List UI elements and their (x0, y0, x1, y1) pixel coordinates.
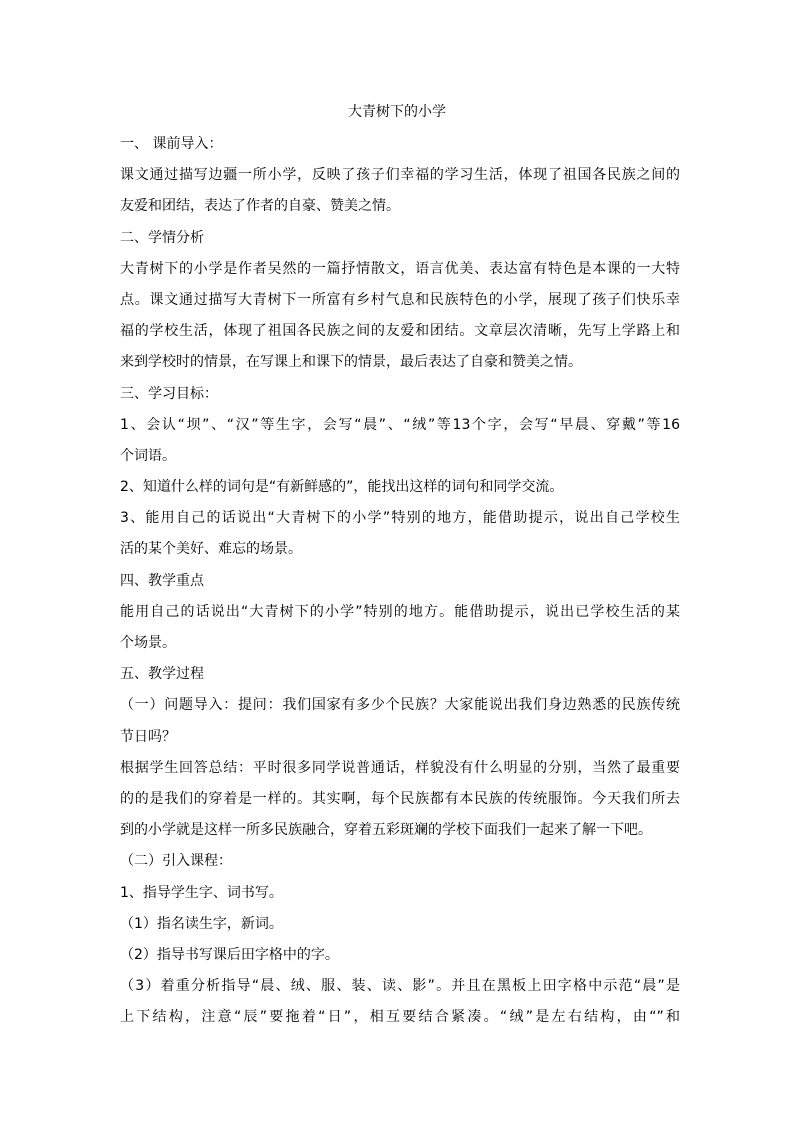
text-line: （二）引入课程： (120, 853, 232, 870)
document-title: 大青树下的小学 (348, 104, 446, 120)
text-line: 个场景。 (120, 635, 176, 651)
text-line: 1、指导学生字、词书写。 (120, 884, 283, 901)
text-line: 二、学情分析 (120, 229, 204, 246)
text-line: （一）问题导入：提问：我们国家有多少个民族？大家能说出我们身边熟悉的民族传统 (120, 697, 680, 714)
text-line: （1）指名读生字，新词。 (120, 915, 283, 932)
text-line: 能用自己的话说出“大青树下的小学”特别的地方。能借助提示，说出已学校生活的某 (120, 603, 680, 620)
text-line: 五、教学过程 (120, 666, 204, 683)
text-line: 的的是我们的穿着是一样的。其实啊，每个民族都有本民族的传统服饰。今天我们所去 (120, 790, 680, 807)
text-line: 1、会认“坝”、“汉”等生字，会写“晨”、“绒”等13个字，会写“早晨、穿戴”等16 (120, 416, 680, 433)
text-line: 个词语。 (120, 447, 176, 464)
document-body (120, 129, 680, 1033)
text-line: 3、能用自己的话说出“大青树下的小学”特别的地方，能借助提示，说出自己学校生 (120, 510, 680, 527)
text-line: 大青树下的小学是作者吴然的一篇抒情散文，语言优美、表达富有特色是本课的一大特 (120, 260, 680, 277)
text-line: 节日吗？ (120, 728, 176, 745)
text-line: （2）指导书写课后田字格中的字。 (120, 946, 339, 963)
text-line: 福的学校生活，体现了祖国各民族之间的友爱和团结。文章层次清晰，先写上学路上和 (120, 323, 680, 340)
text-line: 课文通过描写边疆一所小学，反映了孩子们幸福的学习生活，体现了祖国各民族之间的 (120, 167, 680, 184)
text-line: 一、 课前导入： (120, 136, 223, 152)
text-line: 友爱和团结，表达了作者的自豪、赞美之情。 (120, 198, 400, 215)
text-line: 上下结构，注意“辰”要拖着“日”，相互要结合紧凑。“绒”是左右结构，由“”和 (120, 1009, 680, 1026)
text-line: 根据学生回答总结：平时很多同学说普通话，样貌没有什么明显的分别，当然了最重要 (120, 759, 680, 776)
text-line: 2、知道什么样的词句是“有新鲜感的”，能找出这样的词句和同学交流。 (120, 479, 564, 496)
text-line: 四、教学重点 (120, 572, 204, 589)
text-line: 到的小学就是这样一所多民族融合，穿着五彩斑斓的学校下面我们一起来了解一下吧。 (120, 822, 652, 839)
text-line: 来到学校时的情景，在写课上和课下的情景，最后表达了自豪和赞美之情。 (120, 354, 582, 371)
text-line: 三、学习目标： (120, 385, 218, 402)
text-line: 点。课文通过描写大青树下一所富有乡村气息和民族特色的小学，展现了孩子们快乐幸 (120, 291, 680, 308)
text-line: （3）着重分析指导“晨、绒、服、装、读、影”。并且在黑板上田字格中示范“晨”是 (120, 978, 680, 995)
text-line: 活的某个美好、难忘的场景。 (120, 541, 302, 558)
